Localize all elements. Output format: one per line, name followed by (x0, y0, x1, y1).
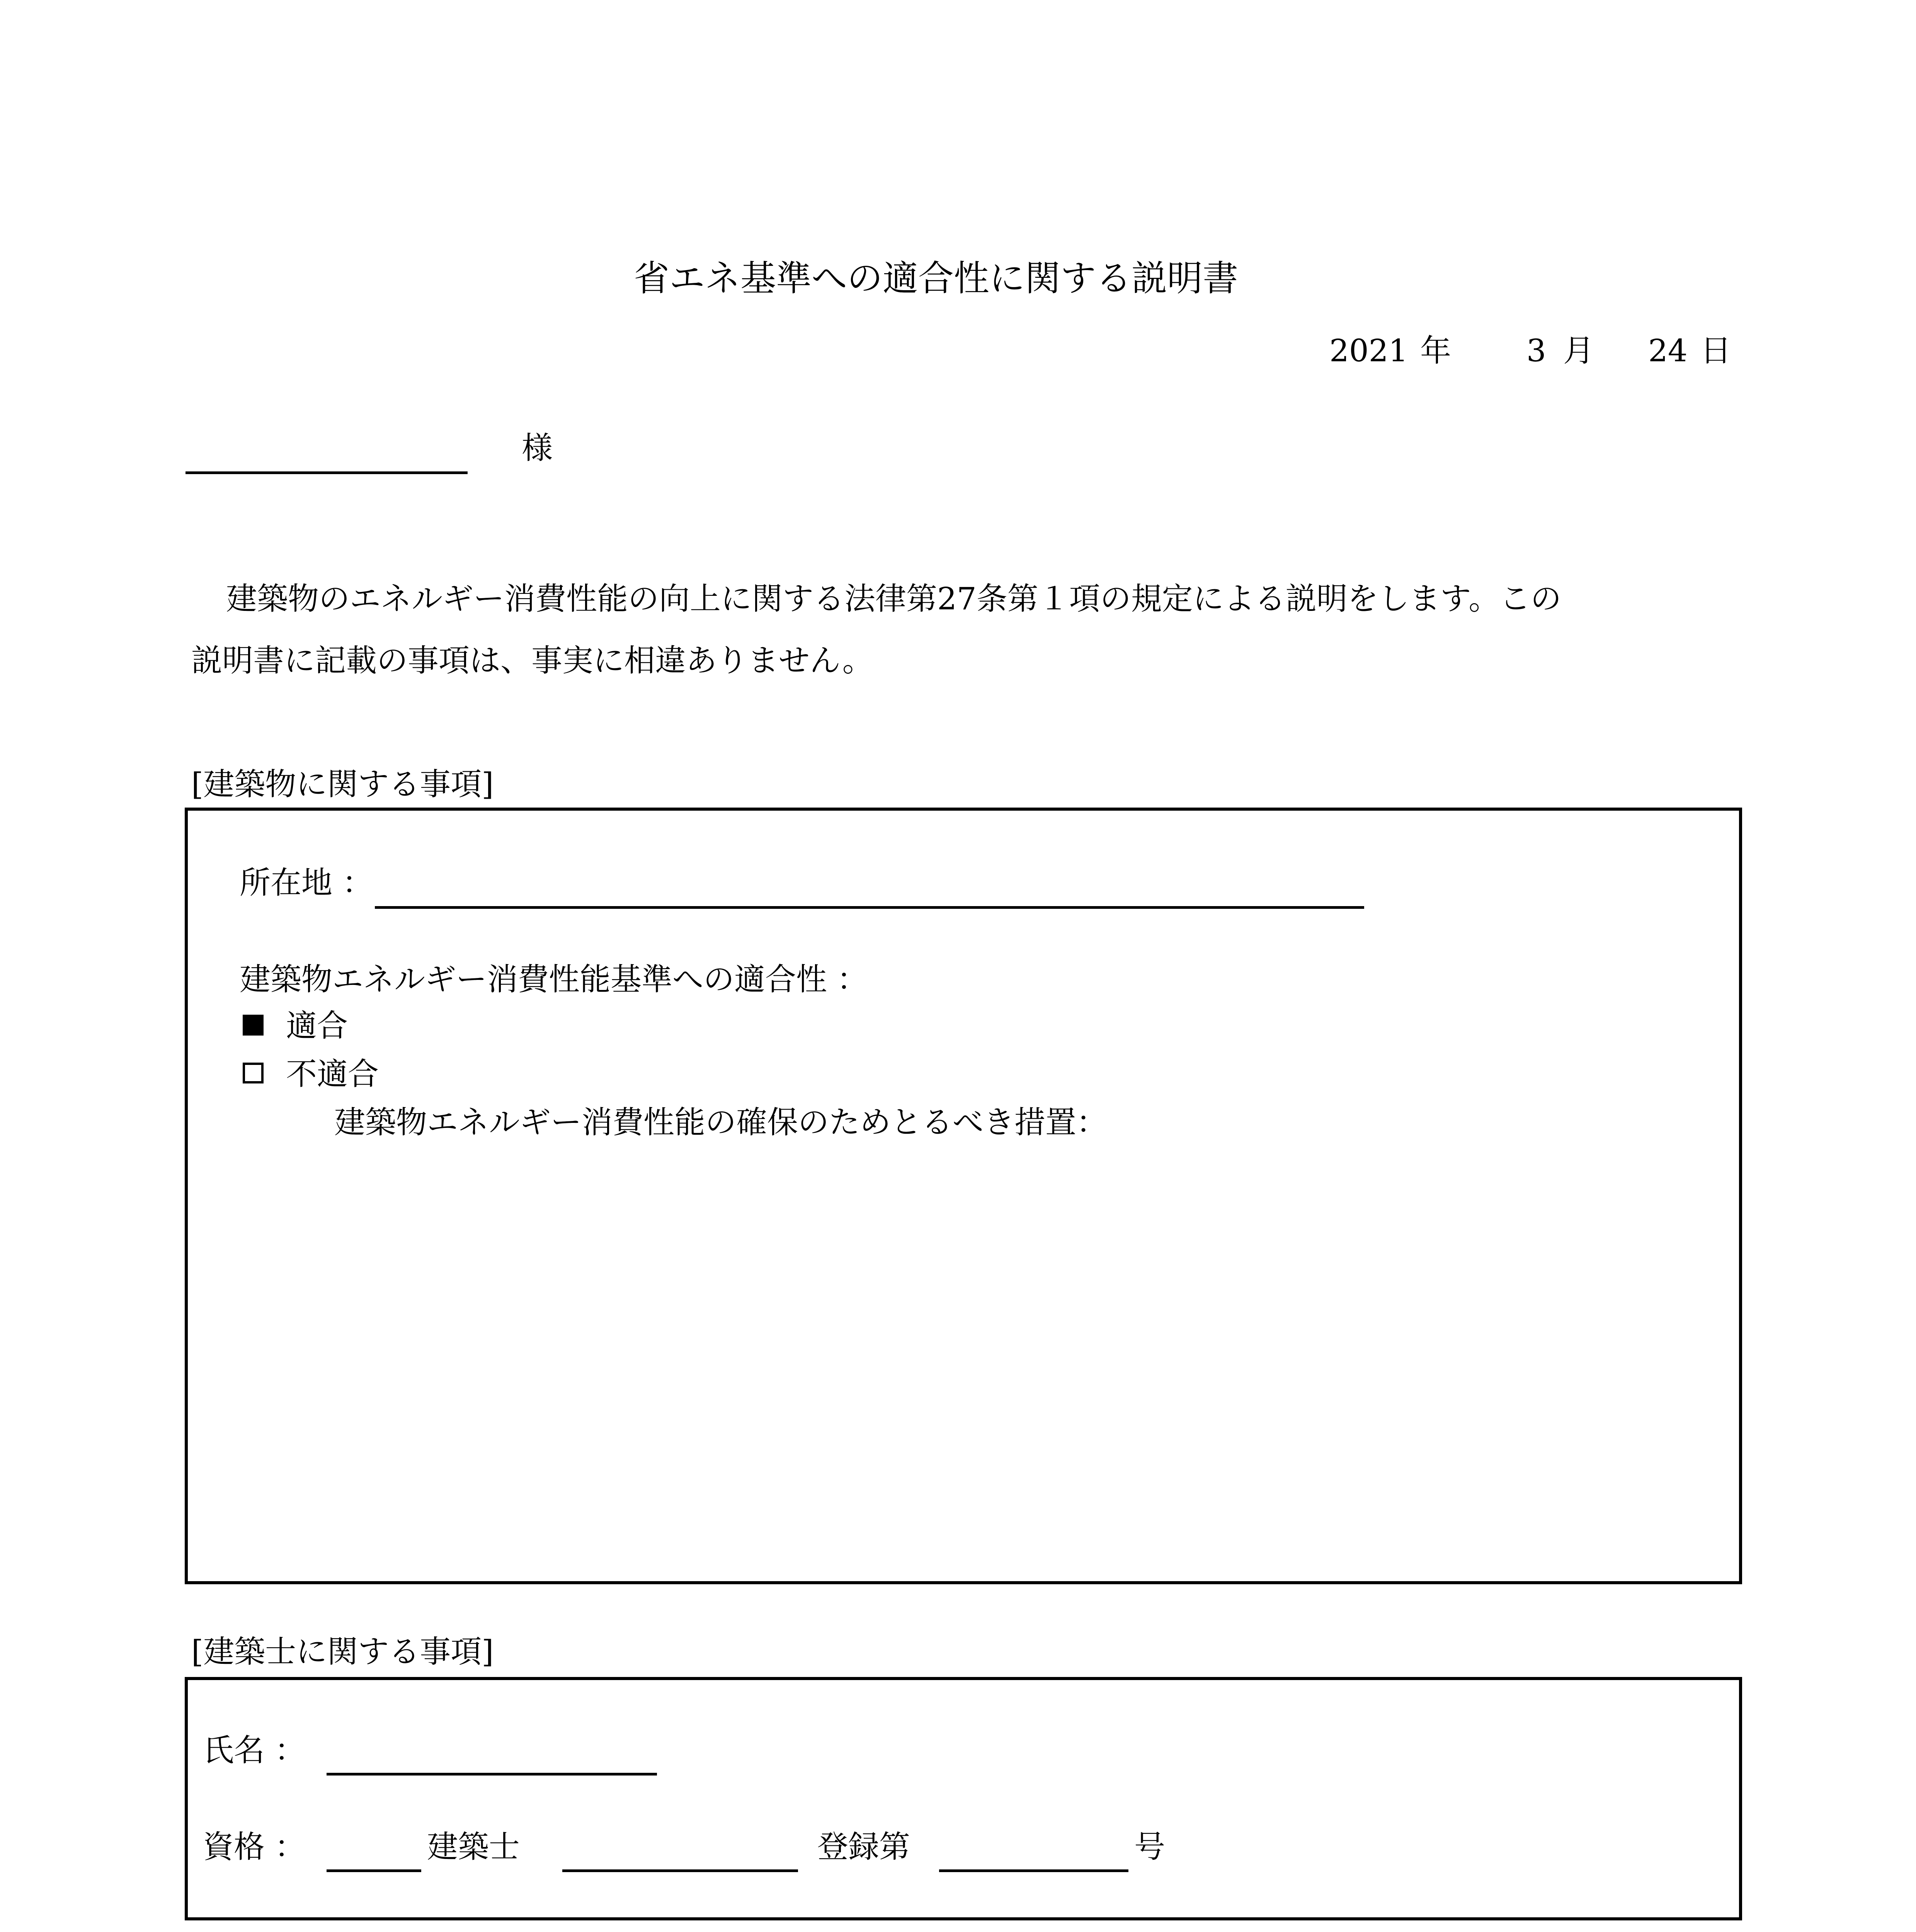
building-section-box (185, 808, 1742, 1584)
measures-label: 建築物エネルギー消費性能の確保のためとるべき措置： (334, 1104, 1107, 1140)
date-month-unit: 月 (1563, 333, 1594, 369)
date-month: 3 (1526, 333, 1546, 369)
architect-section-box (185, 1677, 1742, 1920)
architect-registry-line[interactable] (562, 1869, 798, 1872)
building-section-heading: [建築物に関する事項] (191, 766, 494, 802)
architect-section-heading: [建築士に関する事項] (191, 1634, 494, 1670)
building-location-label: 所在地 ： (240, 865, 373, 901)
architect-qual-suffix: 建築士 (427, 1829, 520, 1865)
addressee-line[interactable] (185, 471, 468, 474)
nonconform-option-label: 不適合 (286, 1056, 379, 1092)
conform-option-label: 適合 (286, 1008, 348, 1044)
intro-line-2: 説明書に記載の事項は、事実に相違ありません。 (191, 643, 873, 679)
registration-suffix: 号 (1134, 1829, 1165, 1865)
architect-name-label: 氏名 ： (203, 1732, 306, 1768)
addressee-suffix: 様 (522, 430, 553, 466)
architect-qual-label: 資格 ： (203, 1829, 306, 1865)
architect-qual-line[interactable] (327, 1869, 421, 1872)
date-day: 24 (1648, 333, 1688, 369)
conform-checkbox[interactable] (243, 1015, 264, 1036)
architect-name-line[interactable] (327, 1773, 657, 1776)
date-year-unit: 年 (1420, 333, 1451, 369)
building-location-line[interactable] (375, 906, 1364, 909)
registration-label: 登録第 (817, 1829, 910, 1865)
document-title: 省エネ基準への適合性に関する説明書 (634, 258, 1239, 299)
date-year: 2021 (1329, 333, 1408, 369)
nonconform-checkbox[interactable] (243, 1063, 264, 1083)
registration-number-line[interactable] (939, 1869, 1128, 1872)
date-day-unit: 日 (1700, 333, 1731, 369)
conformity-label: 建築物エネルギー消費性能基準への適合性 ： (240, 961, 868, 997)
intro-line-1: 建築物のエネルギー消費性能の向上に関する法律第27条第１項の規定による説明をします。この (226, 581, 1562, 617)
